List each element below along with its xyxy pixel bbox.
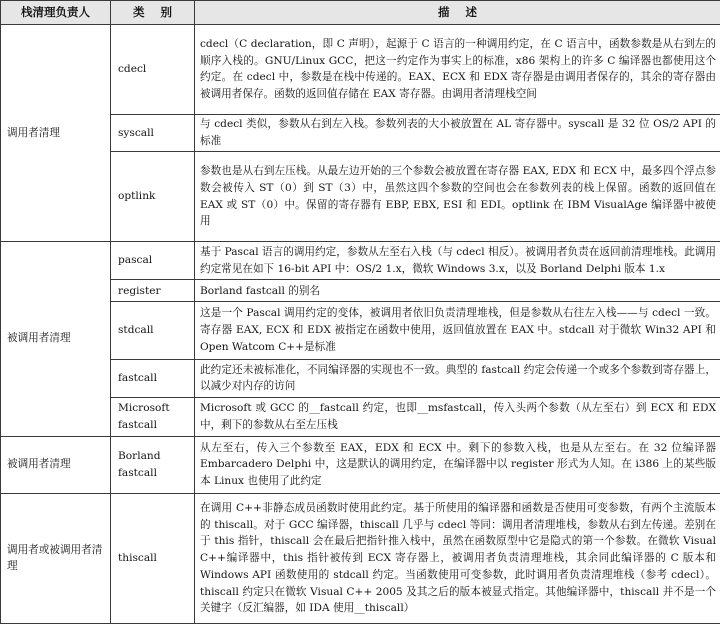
description-cell: cdecl（C declaration，即 C 声明），起源于 C 语言的一种调用约定，在 C 语言中，函数参数是从右到左的顺序入栈的。GNU/Linux GCC，把这一约定作为事实上的标准，x86 架构上的许多 C 编译器也都使用这个约定。在 cdecl 中，参数是在栈中传递的。EAX、ECX 和 EDX 寄存器是由调用者保存的，其余的寄存器由被调用者保存。函数的返回值存储在 EAX 寄存器。由调用者清理栈空间: [195, 25, 720, 115]
header-responsible: 栈清理负责人: [1, 1, 111, 25]
convention-cell: Microsoft fastcall: [111, 398, 195, 437]
header-description: 描 述: [195, 1, 720, 25]
responsible-cell: 被调用者清理: [1, 241, 111, 436]
table-row: [1, 25, 720, 115]
convention-cell: register: [111, 280, 195, 302]
convention-cell: Borland fastcall: [111, 436, 195, 493]
convention-cell: cdecl: [111, 25, 195, 115]
responsible-cell: 被调用者清理: [1, 436, 111, 493]
table-row: [1, 493, 720, 623]
header-row: [1, 1, 720, 25]
convention-cell: pascal: [111, 241, 195, 280]
description-cell: 基于 Pascal 语言的调用约定，参数从左至右入栈（与 cdecl 相反）。被调用者负责在返回前清理堆栈。此调用约定常见在如下 16-bit API 中：OS/2 1.x，微软 Windows 3.x，以及 Borland Delphi 版本 1.x: [195, 241, 720, 280]
description-cell: 参数也是从右到左压栈。从最左边开始的三个参数会被放置在寄存器 EAX, EDX 和 ECX 中，最多四个浮点参数会被传入 ST（0）到 ST（3）中，虽然这四个参数的空间也会在参数列表的栈上保留。函数的返回值在 EAX 或 ST（0）中。保留的寄存器有 EBP, EBX, ESI 和 EDI。optlink 在 IBM VisualAge 编译器中被使用: [195, 152, 720, 242]
responsible-cell: 调用者或被调用者清理: [1, 493, 111, 623]
convention-cell: stdcall: [111, 302, 195, 359]
table-row: [1, 241, 720, 280]
responsible-cell: 调用者清理: [1, 25, 111, 242]
convention-cell: optlink: [111, 152, 195, 242]
description-cell: 与 cdecl 类似，参数从右到左入栈。参数列表的大小被放置在 AL 寄存器中。syscall 是 32 位 OS/2 API 的标准: [195, 114, 720, 152]
description-cell: 从左至右，传入三个参数至 EAX，EDX 和 ECX 中。剩下的参数入栈，也是从左至右。在 32 位编译器 Embarcadero Delphi 中，这是默认的调用约定，在编译器中以 register 形式为人知。在 i386 上的某些版本 Linux 也使用了此约定: [195, 436, 720, 493]
convention-cell: fastcall: [111, 359, 195, 398]
description-cell: Borland fastcall 的别名: [195, 280, 720, 302]
description-cell: Microsoft 或 GCC 的__fastcall 约定，也即__msfastcall，传入头两个参数（从左至右）到 ECX 和 EDX 中，剩下的参数从右至左压栈: [195, 398, 720, 437]
convention-cell: thiscall: [111, 493, 195, 623]
header-category: 类 别: [111, 1, 195, 25]
table-row: [1, 436, 720, 493]
convention-cell: syscall: [111, 114, 195, 152]
description-cell: 这是一个 Pascal 调用约定的变体，被调用者依旧负责清理堆栈，但是参数从右往左入栈——与 cdecl 一致。寄存器 EAX, ECX 和 EDX 被指定在函数中使用，返回值放置在 EAX 中。stdcall 对于微软 Win32 API 和 Open Watcom C++是标准: [195, 302, 720, 359]
description-cell: 此约定还未被标准化，不同编译器的实现也不一致。典型的 fastcall 约定会传递一个或多个参数到寄存器上，以减少对内存的访问: [195, 359, 720, 398]
description-cell: 在调用 C++非静态成员函数时使用此约定。基于所使用的编译器和函数是否使用可变参数，有两个主流版本的 thiscall。对于 GCC 编译器，thiscall 几乎与 cdecl 等同：调用者清理堆栈，参数从右到左传递。差别在于 this 指针，thiscall 会在最后把指针推入栈中，虽然在函数原型中它是隐式的第一个参数。在微软 Visual C++编译器中，this 指针被传到 ECX 寄存器上，被调用者负责清理堆栈，其余同此编译器的 C 版本和 Windows API 函数使用的 stdcall 约定。当函数使用可变参数，此时调用者负责清理堆栈（参考 cdecl）。thiscall 约定只在微软 Visual C++ 2005 及其之后的版本被显式指定。其他编译器中，thiscall 并不是一个关键字（反汇编器，如 IDA 使用__thiscall）: [195, 493, 720, 623]
